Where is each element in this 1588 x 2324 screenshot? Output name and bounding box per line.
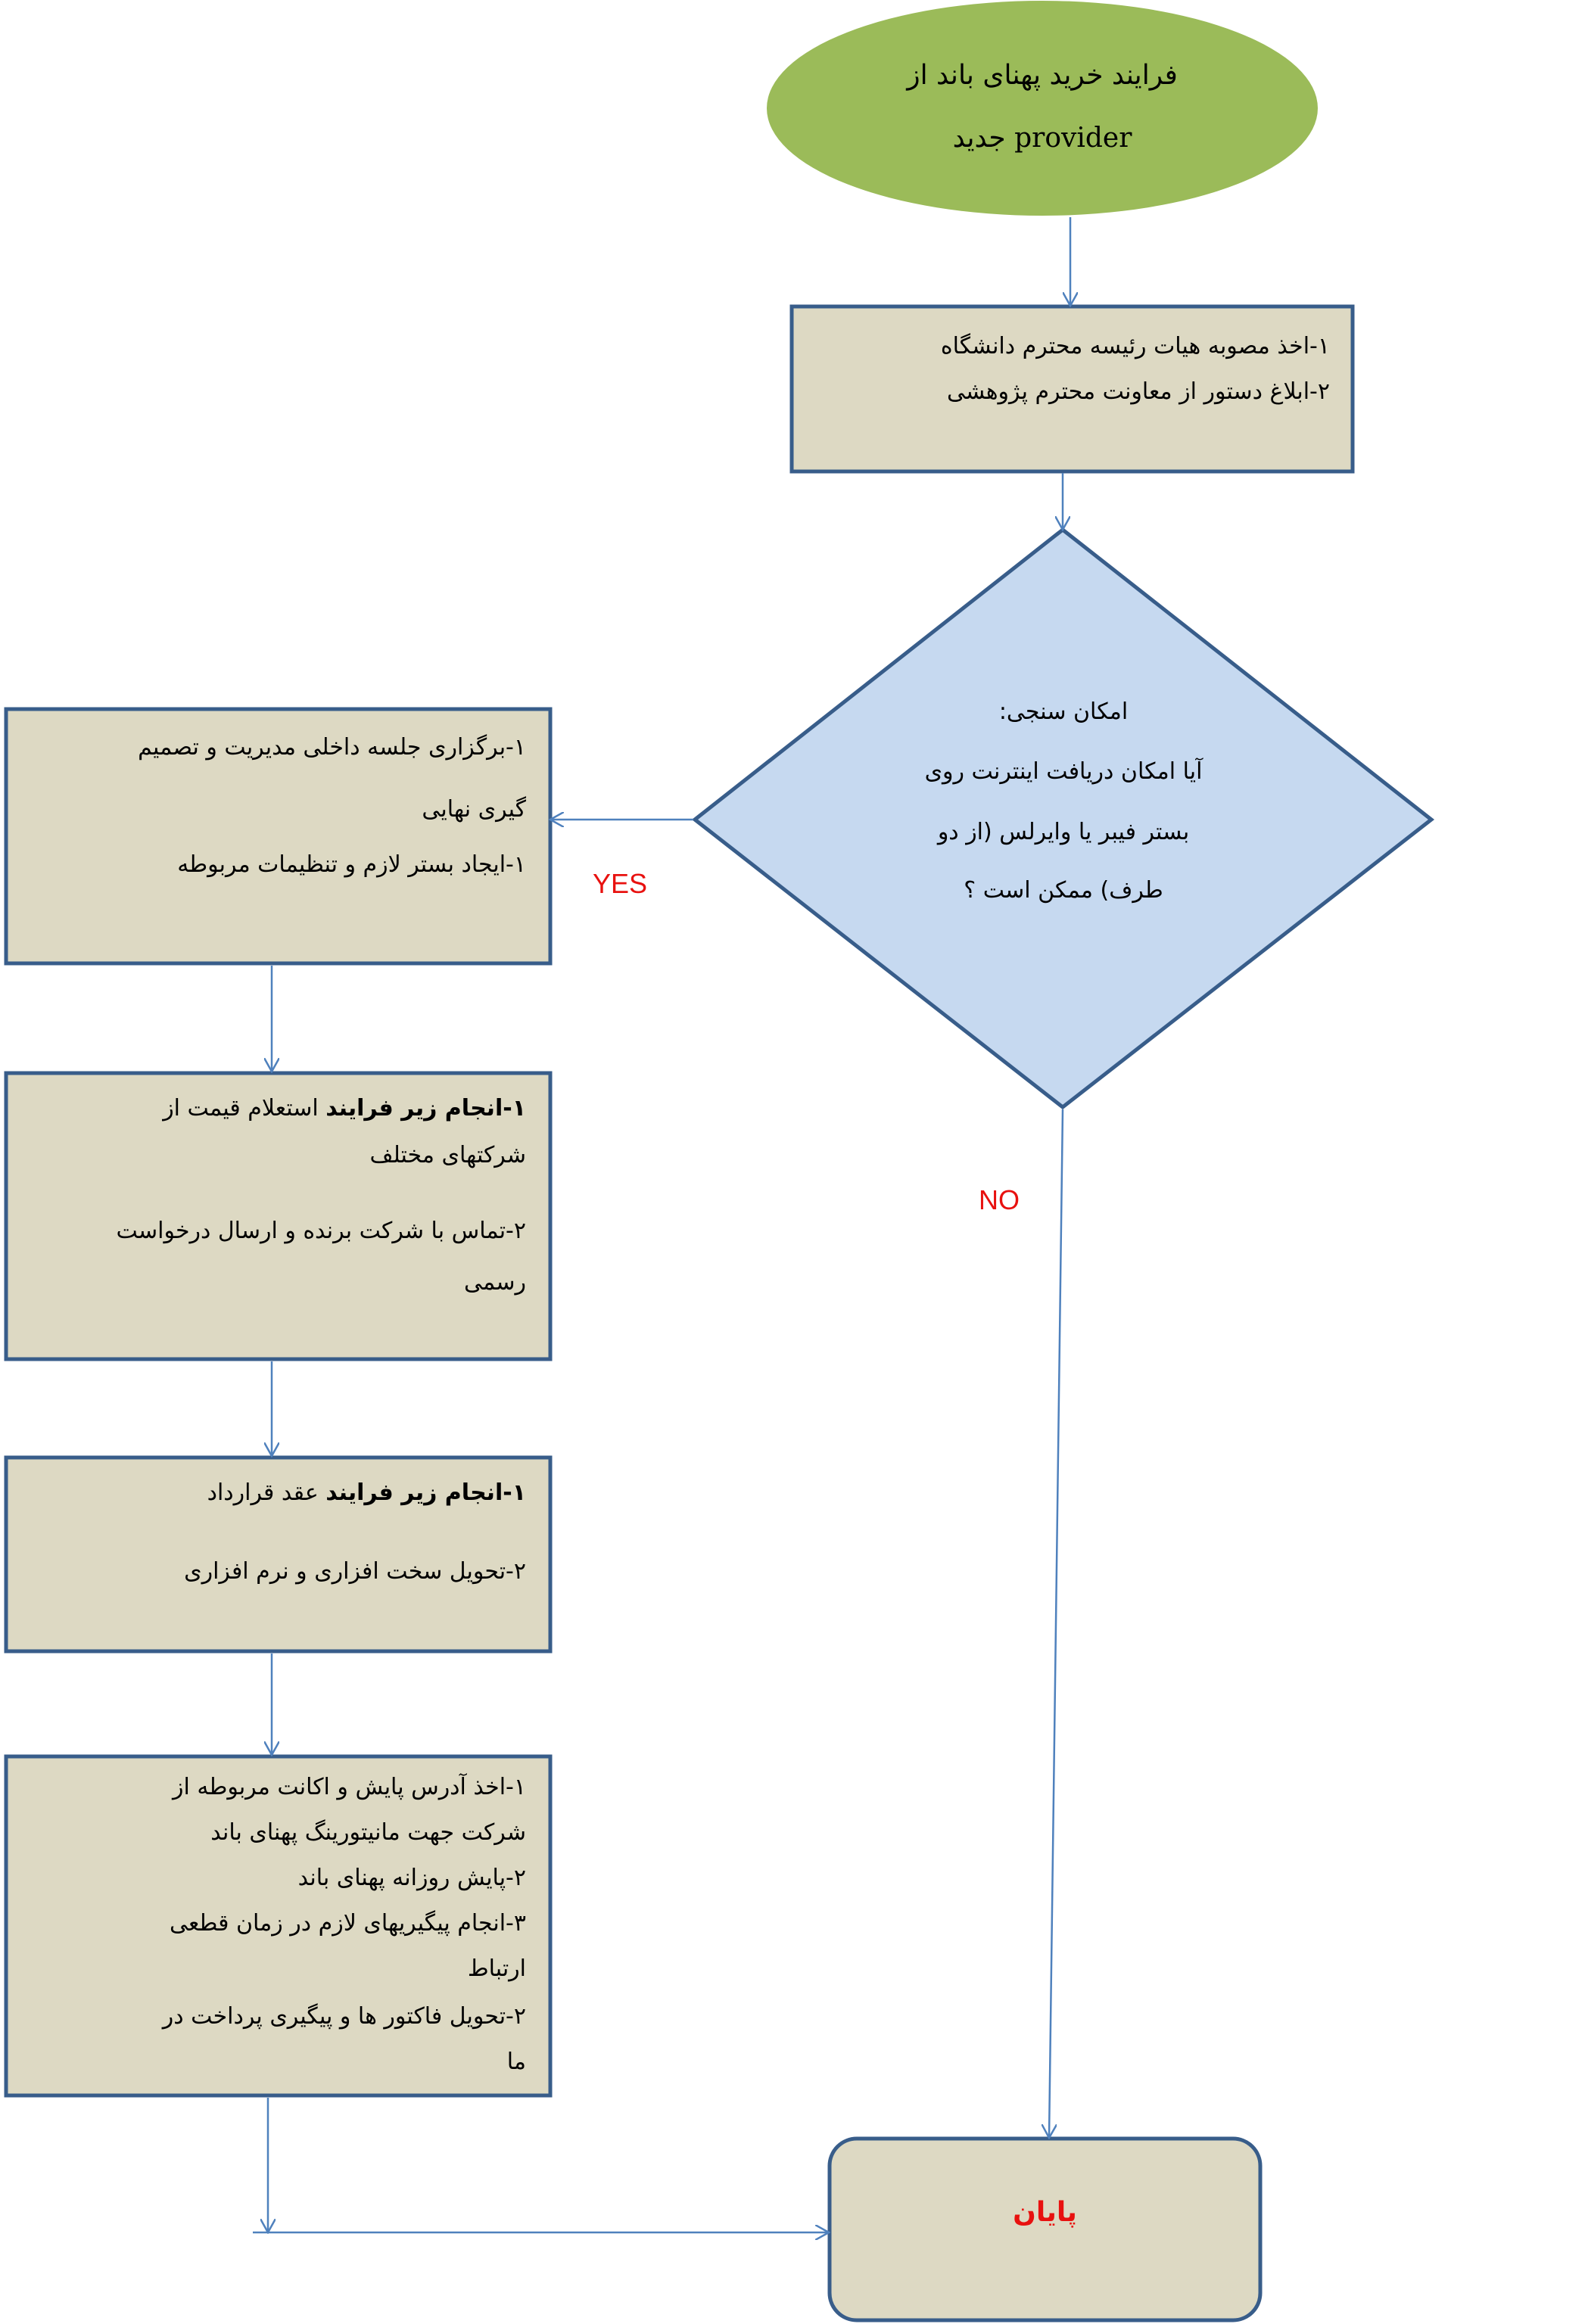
box-a-line1: ۱-برگزاری جلسه داخلی مدیریت و تصمیم [138, 734, 526, 761]
box-d-line6: ۲-تحویل فاکتور ها و پیگیری پرداخت در [162, 2003, 526, 2030]
decision-line1: امکان سنجی: [998, 698, 1129, 725]
box-d-line3: ۲-پایش روزانه پهنای باند [297, 1865, 526, 1891]
box-b-line1-rest: استعلام قیمت از [163, 1095, 319, 1122]
box-b-line1 [30, 1097, 526, 1120]
box-d-line7: ما [506, 2049, 526, 2075]
start-ellipse [767, 1, 1318, 216]
box-c-line1-rest: عقد قرارداد [207, 1479, 319, 1506]
box-a-line3: ۱-ایجاد بستر لازم و تنظیمات مربوطه [177, 851, 526, 878]
end-box [830, 2139, 1260, 2320]
box-d-line4: ۳-انجام پیگیریهای لازم در زمان قطعی [170, 1910, 526, 1937]
end-label: پایان [1013, 2197, 1077, 2228]
box-d-line1: ۱-اخذ آدرس پایش و اکانت مربوطه از [173, 1774, 526, 1800]
step1-line2: ۲-ابلاغ دستور از معاونت محترم پژوهشی [946, 378, 1330, 405]
box-b-line1-bold: ۱-انجام زیر فرایند [325, 1095, 526, 1122]
box-b-line2: شرکتهای مختلف [369, 1142, 526, 1168]
step1-line1: ۱-اخذ مصوبه هیات رئیسه محترم دانشگاه [940, 333, 1330, 359]
box-b-line3: ۲-تماس با شرکت برنده و ارسال درخواست [116, 1218, 526, 1244]
no-label: NO [979, 1184, 1020, 1215]
decision-line3: بستر فیبر یا وایرلس (از دو [937, 819, 1190, 845]
start-line2: provider جدید [952, 123, 1132, 154]
box-c-line1-bold: ۱-انجام زیر فرایند [325, 1479, 526, 1506]
box-c-line2: ۲-تحویل سخت افزاری و نرم افزاری [184, 1558, 526, 1585]
arrow-decision-no [1049, 1109, 1063, 2138]
box-c-line1 [30, 1479, 526, 1506]
start-line1: فرایند خرید پهنای باند از [907, 60, 1178, 91]
box-d-line2: شرکت جهت مانیتورینگ پهنای باند [210, 1819, 526, 1846]
decision-line2: آیا امکان دریافت اینترنت روی [924, 758, 1203, 785]
box-a-line2: گیری نهایی [422, 796, 526, 823]
yes-label: YES [593, 868, 648, 899]
decision-line4: طرف) ممکن است ؟ [964, 877, 1163, 904]
box-b-line4: رسمی [464, 1269, 526, 1296]
box-d-line5: ارتباط [467, 1955, 526, 1982]
